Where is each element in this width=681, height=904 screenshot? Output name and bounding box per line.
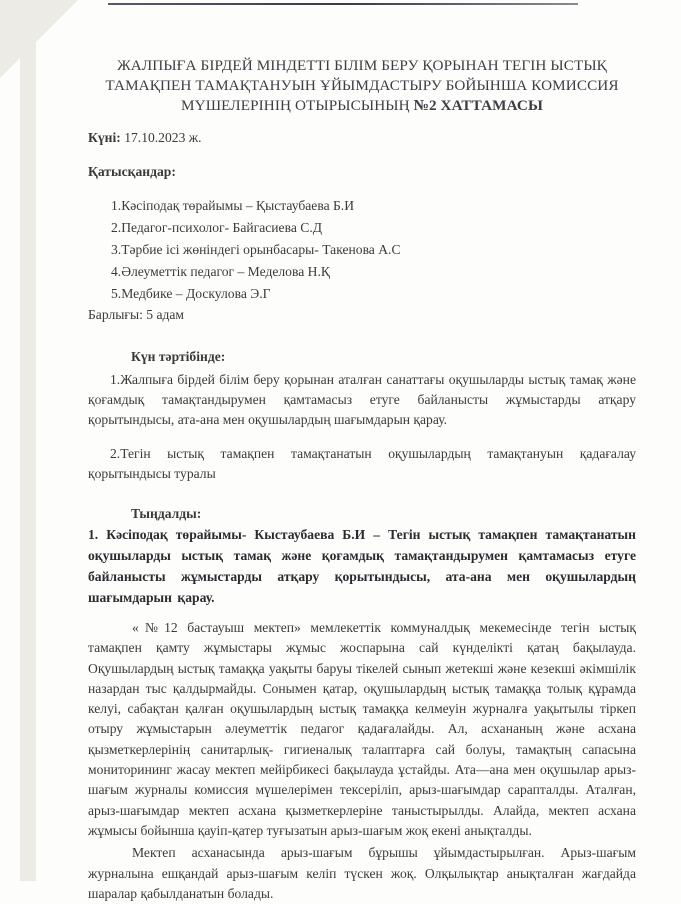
participants-total: Барлығы: 5 адам [88,307,185,322]
participant-item: 3.Тәрбие ісі жөніндегі орынбасары- Такенова А.С [111,242,401,257]
participant-item: 1.Кәсіподақ төрайымы – Қыстаубаева Б.И [111,198,355,213]
agenda-label: Күн тәртібінде: [131,349,226,364]
body-paragraph: «№12 бастауыш мектеп» мемлекеттік коммуналдық мекемесінде тегін ыстық тамақпен қамту жұмыстары жұмыс жоспарына сай күнделікті қатаң бақылауда. Оқушылардың ыстық тамаққа уақыты баруы тікелей сынып жетекші және кезекші әкімшілік назардан тыс қалдырмайды. Сонымен қатар, оқушылардың ыстық тамаққа толық құрамда келуі, сабақтан қалған оқушылардың ыстық тамаққа келмеуін журналға уақытылы тіркеп отыру жұмыстарын әлеуметтік педагог қадағалайды. Ал, асхананың және асхана қызметкерлерінің санитарлық- гигиеналық талаптарға сай болуы, тамақтың сапасына мониторининг жасау мектеп мейірбикесі бақылауда ұстайды. Ата—ана мен оқушылар арыз-шағым журналы комиссия мүшелерімен тексеріліп, арыз-шағымдар сарапталды. Аталған, арыз-шағымдар мектеп асхана қызметкерлеріне таныстырылды. Алайда, мектеп асхана жұмысы бойынша қауіп-қатер туғызатын арыз-шағым жоқ екені анықталды. [88,620,636,838]
date-row [88,128,636,148]
document-page [88,0,636,904]
date-value: 17.10.2023 ж. [120,130,202,145]
agenda-item: 2.Тегін ыстық тамақпен тамақтанатын оқушылардың тамақтануын қадағалау қорытындысы туралы [88,446,636,481]
participant-item: 5.Медбике – Доскулова Э.Г [111,286,271,301]
heard-item: 1. Кәсіподақ төрайымы- Кыстаубаева Б.И – Тегін ыстық тамақпен тамақтанатын оқушыларды ыстық тамақ және қоғамдық тамақтандырумен қамтамасыз етуге байланысты жұмыстарды атқару қорытындысы, ата-ана мен оқушылардың шағымдарын қарау. [88,527,636,605]
participants-label: Қатысқандар: [88,164,176,179]
title-line-3-prefix: МҮШЕЛЕРІНІҢ ОТЫРЫСЫНЫҢ [181,97,414,114]
title-line-2: ТАМАҚПЕН ТАМАҚТАНУЫН ҰЙЫМДАСТЫРУ БОЙЫНША КОМИССИЯ [105,77,619,94]
title-line-3 [88,96,636,116]
agenda-item: 1.Жалпыға бірдей білім беру қорынан аталған санаттағы оқушыларды ыстық тамақ және қоғамдық тамақтандырумен қамтамасыз етуге байланысты жұмыстарды атқару қорытындысы, ата-ана мен оқушылардың шағымдарын қарау. [88,372,636,427]
body-paragraph: Мектеп асханасында арыз-шағым бұрышы ұйымдастырылған. Арыз-шағым журналына ешқандай арыз-шағым келіп түскен жоқ. Олқылықтар анықталған жағдайда шаралар қабылданатын болады. [88,845,636,901]
title-line-1: ЖАЛПЫҒА БІРДЕЙ МІНДЕТТІ БІЛІМ БЕРУ ҚОРЫНАН ТЕГІН ЫСТЫҚ [117,57,607,74]
participants-list [88,195,636,305]
protocol-number: №2 ХАТТАМАСЫ [413,97,543,114]
participant-item: 4.Әлеуметтік педагог – Меделова Н.Қ [111,264,330,279]
scan-left-margin-strip [20,0,36,881]
heard-label: Тыңдалды: [131,506,202,521]
scan-folded-corner [0,0,78,78]
date-label: Күні: [88,130,121,145]
document-title [88,56,636,116]
participant-item: 2.Педагог-психолог- Байгасиева С.Д [111,220,322,235]
